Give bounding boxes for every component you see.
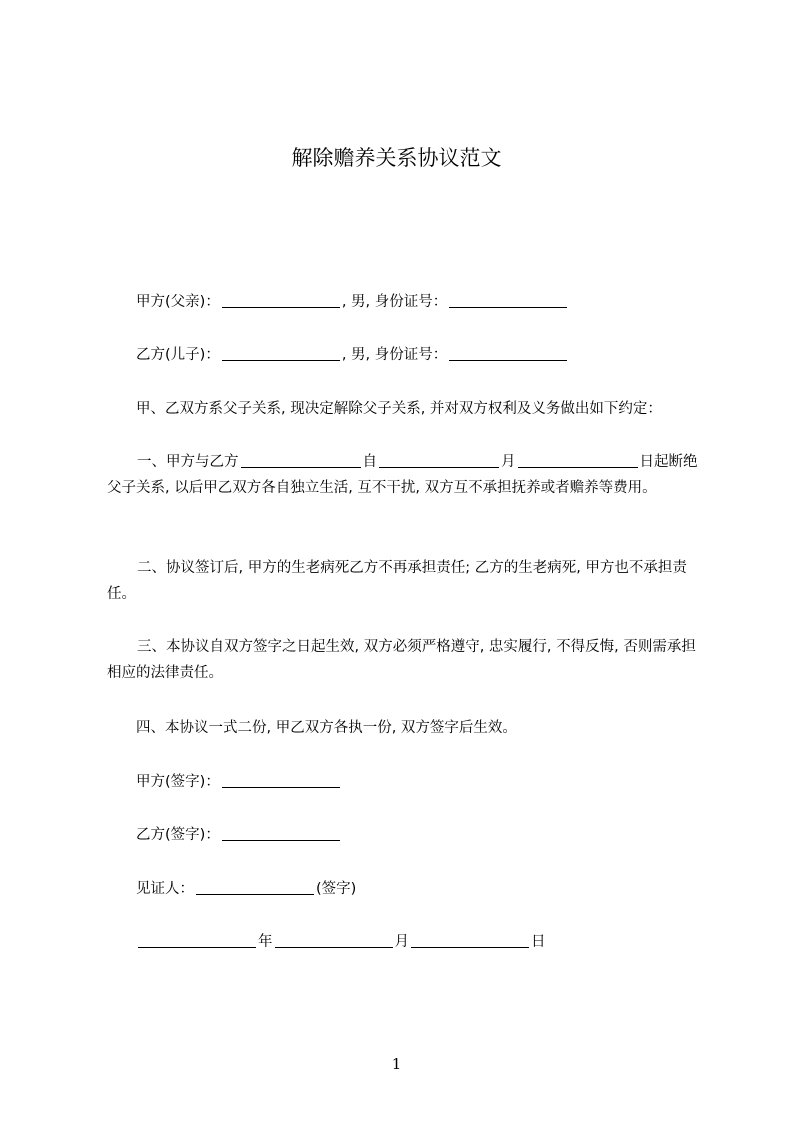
- sign-b-blank: [222, 825, 340, 841]
- clause-1-part3: 月: [501, 454, 516, 470]
- witness-line: [136, 879, 356, 899]
- clause-1-blank-3: [518, 452, 638, 468]
- party-b-name-blank: [222, 345, 340, 361]
- clause-1-blank-2: [379, 452, 499, 468]
- sign-a-blank: [222, 772, 340, 788]
- clause-2: 二、协议签订后, 甲方的生老病死乙方不再承担责任; 乙方的生老病死, 甲方也不承担责任。: [107, 560, 687, 602]
- date-month-blank: [275, 932, 393, 948]
- date-year-label: 年: [258, 934, 273, 950]
- sign-a-label: 甲方(签字)：: [136, 774, 220, 790]
- intro-paragraph: 甲、乙双方系父子关系, 现决定解除父子关系, 并对双方权利及义务做出如下约定：: [136, 401, 662, 417]
- document-title: 解除赡养关系协议范文: [291, 146, 502, 170]
- clause-1-blank-1: [241, 452, 361, 468]
- clause-1-part4: 日起断绝父子关系, 以后甲乙双方各自独立生活, 互不干扰, 双方互不承担抚养或者赡养等费用。: [107, 454, 698, 496]
- witness-suffix: (签字): [316, 881, 357, 897]
- party-b-mid: , 男, 身份证号：: [341, 347, 448, 363]
- date-year-blank: [138, 932, 256, 948]
- sign-b-label: 乙方(签字)：: [136, 827, 220, 843]
- sign-b-line: [136, 825, 342, 845]
- party-a-mid: , 男, 身份证号：: [341, 294, 448, 310]
- page-number: 1: [391, 1055, 402, 1073]
- clause-4: 四、本协议一式二份, 甲乙双方各执一份, 双方签字后生效。: [136, 720, 517, 736]
- party-b-line: [136, 345, 569, 365]
- party-a-name-blank: [222, 292, 340, 308]
- party-b-id-blank: [449, 345, 567, 361]
- witness-blank: [196, 879, 314, 895]
- witness-label: 见证人：: [136, 881, 194, 897]
- sign-a-line: [136, 772, 342, 792]
- party-a-label: 甲方(父亲)：: [136, 294, 220, 310]
- party-a-line: [136, 292, 569, 312]
- clause-1-part1: 一、甲方与乙方: [137, 454, 239, 470]
- party-b-label: 乙方(儿子)：: [136, 347, 220, 363]
- date-day-blank: [411, 932, 529, 948]
- party-a-id-blank: [449, 292, 567, 308]
- date-month-label: 月: [394, 934, 409, 950]
- date-line: [136, 932, 546, 952]
- clause-1: [107, 449, 703, 501]
- date-day-label: 日: [531, 934, 546, 950]
- clause-1-part2: 自: [362, 454, 377, 470]
- clause-3: 三、本协议自双方签字之日起生效, 双方必须严格遵守, 忠实履行, 不得反悔, 否则需承担相应的法律责任。: [107, 639, 696, 681]
